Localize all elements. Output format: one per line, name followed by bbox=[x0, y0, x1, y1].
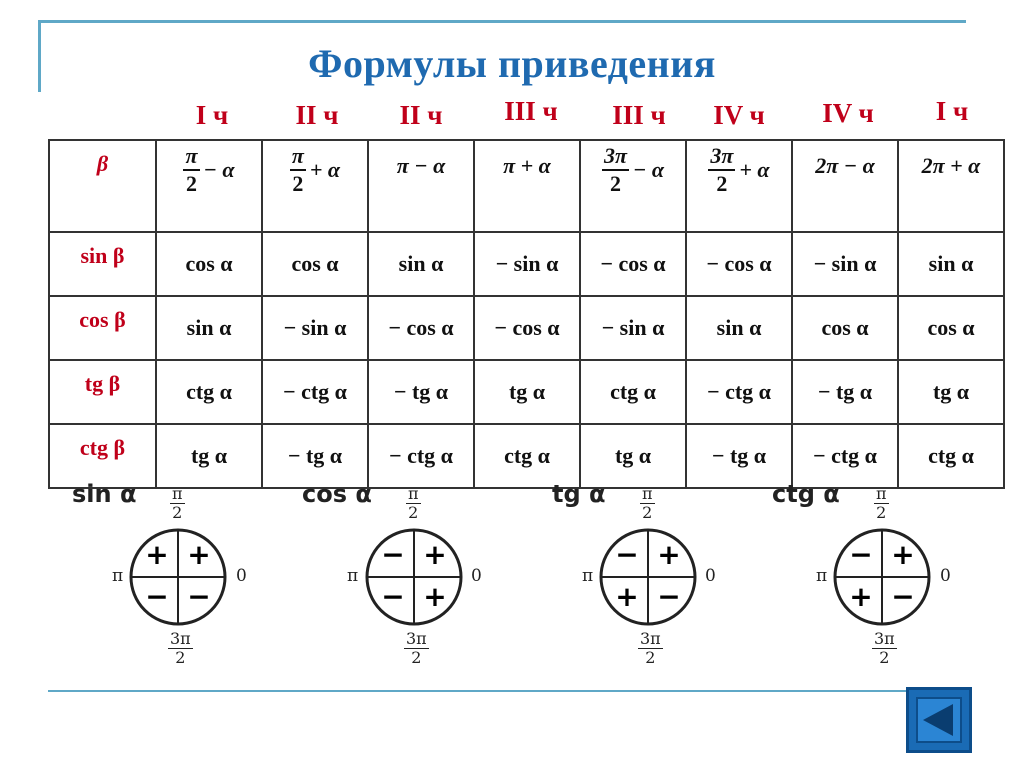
table-cell: − ctg α bbox=[792, 424, 898, 488]
circle-function-label: ctg α bbox=[772, 480, 840, 508]
quarter-label: III ч bbox=[612, 100, 666, 130]
quadrant-sign: + bbox=[657, 538, 681, 571]
row-label: sin β bbox=[49, 232, 156, 296]
quarter-label: I ч bbox=[195, 100, 229, 130]
table-cell: cos α bbox=[262, 232, 368, 296]
argument-cell: $\frac{3\pi}{2}$ − α bbox=[580, 140, 686, 232]
table-cell: − tg α bbox=[368, 360, 474, 424]
circle-function-label: tg α bbox=[552, 480, 606, 508]
table-cell: − cos α bbox=[474, 296, 580, 360]
quadrant-circle bbox=[128, 527, 228, 627]
quadrant-sign: + bbox=[891, 538, 915, 571]
circle-right-label: 0 bbox=[705, 566, 716, 586]
circle-right-label: 0 bbox=[471, 566, 482, 586]
table-cell: − tg α bbox=[262, 424, 368, 488]
circle-top-label: $\frac{\pi}{2}$ bbox=[408, 484, 419, 522]
circle-bottom-label: $\frac{3\pi}{2}$ bbox=[406, 629, 427, 667]
table-cell: − sin α bbox=[474, 232, 580, 296]
table-cell: − tg α bbox=[792, 360, 898, 424]
table-cell: − cos α bbox=[686, 232, 792, 296]
argument-cell: 2π − α bbox=[792, 140, 898, 232]
table-cell: tg α bbox=[898, 360, 1004, 424]
quarter-label: III ч bbox=[504, 96, 558, 126]
table-cell: − cos α bbox=[368, 296, 474, 360]
table-cell: ctg α bbox=[156, 360, 262, 424]
table-cell: − sin α bbox=[792, 232, 898, 296]
circle-left-label: π bbox=[347, 566, 359, 586]
table-cell: − tg α bbox=[686, 424, 792, 488]
quadrant-sign: − bbox=[615, 538, 639, 571]
table-cell: − ctg α bbox=[686, 360, 792, 424]
frame-top-line bbox=[38, 20, 966, 23]
table-row bbox=[49, 296, 1004, 360]
quadrant-sign: + bbox=[423, 538, 447, 571]
quarter-label: IV ч bbox=[713, 100, 765, 130]
quadrant-sign: − bbox=[891, 580, 915, 613]
quadrant-sign: + bbox=[145, 538, 169, 571]
table-cell: ctg α bbox=[580, 360, 686, 424]
quadrant-sign: + bbox=[849, 580, 873, 613]
table-cell: tg α bbox=[580, 424, 686, 488]
table-cell: sin α bbox=[368, 232, 474, 296]
table-cell: sin α bbox=[898, 232, 1004, 296]
table-cell: − sin α bbox=[262, 296, 368, 360]
row-label-beta: β bbox=[49, 140, 156, 232]
circle-right-label: 0 bbox=[940, 566, 951, 586]
table-cell: − cos α bbox=[580, 232, 686, 296]
circle-top-label: $\frac{\pi}{2}$ bbox=[642, 484, 653, 522]
circle-function-label: sin α bbox=[72, 480, 137, 508]
triangle-left-icon bbox=[909, 690, 969, 750]
argument-cell: $\frac{\pi}{2}$ − α bbox=[156, 140, 262, 232]
circle-left-label: π bbox=[112, 566, 124, 586]
quadrant-sign: − bbox=[381, 538, 405, 571]
table-cell: − ctg α bbox=[262, 360, 368, 424]
table-cell: ctg α bbox=[474, 424, 580, 488]
quarter-label: IV ч bbox=[822, 98, 874, 128]
table-row bbox=[49, 424, 1004, 488]
row-label: cos β bbox=[49, 296, 156, 360]
quadrant-sign: + bbox=[615, 580, 639, 613]
circle-left-label: π bbox=[582, 566, 594, 586]
table-cell: cos α bbox=[898, 296, 1004, 360]
quadrant-sign: − bbox=[381, 580, 405, 613]
table-cell: − sin α bbox=[580, 296, 686, 360]
argument-cell: $\frac{3\pi}{2}$ + α bbox=[686, 140, 792, 232]
circle-top-label: $\frac{\pi}{2}$ bbox=[172, 484, 183, 522]
circle-bottom-label: $\frac{3\pi}{2}$ bbox=[874, 629, 895, 667]
quadrant-sign: − bbox=[849, 538, 873, 571]
quadrant-sign: + bbox=[187, 538, 211, 571]
quarter-label: II ч bbox=[399, 100, 443, 130]
quarter-label: II ч bbox=[295, 100, 339, 130]
quadrant-sign: + bbox=[423, 580, 447, 613]
circle-bottom-label: $\frac{3\pi}{2}$ bbox=[170, 629, 191, 667]
back-button[interactable] bbox=[906, 687, 972, 753]
circle-top-label: $\frac{\pi}{2}$ bbox=[876, 484, 887, 522]
argument-cell: π + α bbox=[474, 140, 580, 232]
quadrant-circle bbox=[832, 527, 932, 627]
circle-left-label: π bbox=[816, 566, 828, 586]
argument-cell: 2π + α bbox=[898, 140, 1004, 232]
table-cell: tg α bbox=[156, 424, 262, 488]
table-cell: cos α bbox=[156, 232, 262, 296]
argument-cell: $\frac{\pi}{2}$ + α bbox=[262, 140, 368, 232]
quadrant-sign: − bbox=[657, 580, 681, 613]
quadrant-circle bbox=[364, 527, 464, 627]
table-header-row bbox=[49, 140, 1004, 232]
table-cell: − ctg α bbox=[368, 424, 474, 488]
table-cell: sin α bbox=[686, 296, 792, 360]
table-cell: cos α bbox=[792, 296, 898, 360]
quadrant-sign: − bbox=[145, 580, 169, 613]
table-cell: sin α bbox=[156, 296, 262, 360]
quadrant-circle bbox=[598, 527, 698, 627]
table-row bbox=[49, 360, 1004, 424]
circle-bottom-label: $\frac{3\pi}{2}$ bbox=[640, 629, 661, 667]
reduction-formulas-table bbox=[48, 139, 1005, 489]
row-label: ctg β bbox=[49, 424, 156, 488]
argument-cell: π − α bbox=[368, 140, 474, 232]
row-label: tg β bbox=[49, 360, 156, 424]
circle-right-label: 0 bbox=[236, 566, 247, 586]
table-row bbox=[49, 232, 1004, 296]
table-cell: tg α bbox=[474, 360, 580, 424]
quadrant-sign: − bbox=[187, 580, 211, 613]
table-cell: ctg α bbox=[898, 424, 1004, 488]
page-title: Формулы приведения bbox=[308, 41, 716, 86]
quarter-label: I ч bbox=[935, 96, 969, 126]
circle-function-label: cos α bbox=[302, 480, 372, 508]
frame-bottom-line bbox=[48, 690, 966, 692]
